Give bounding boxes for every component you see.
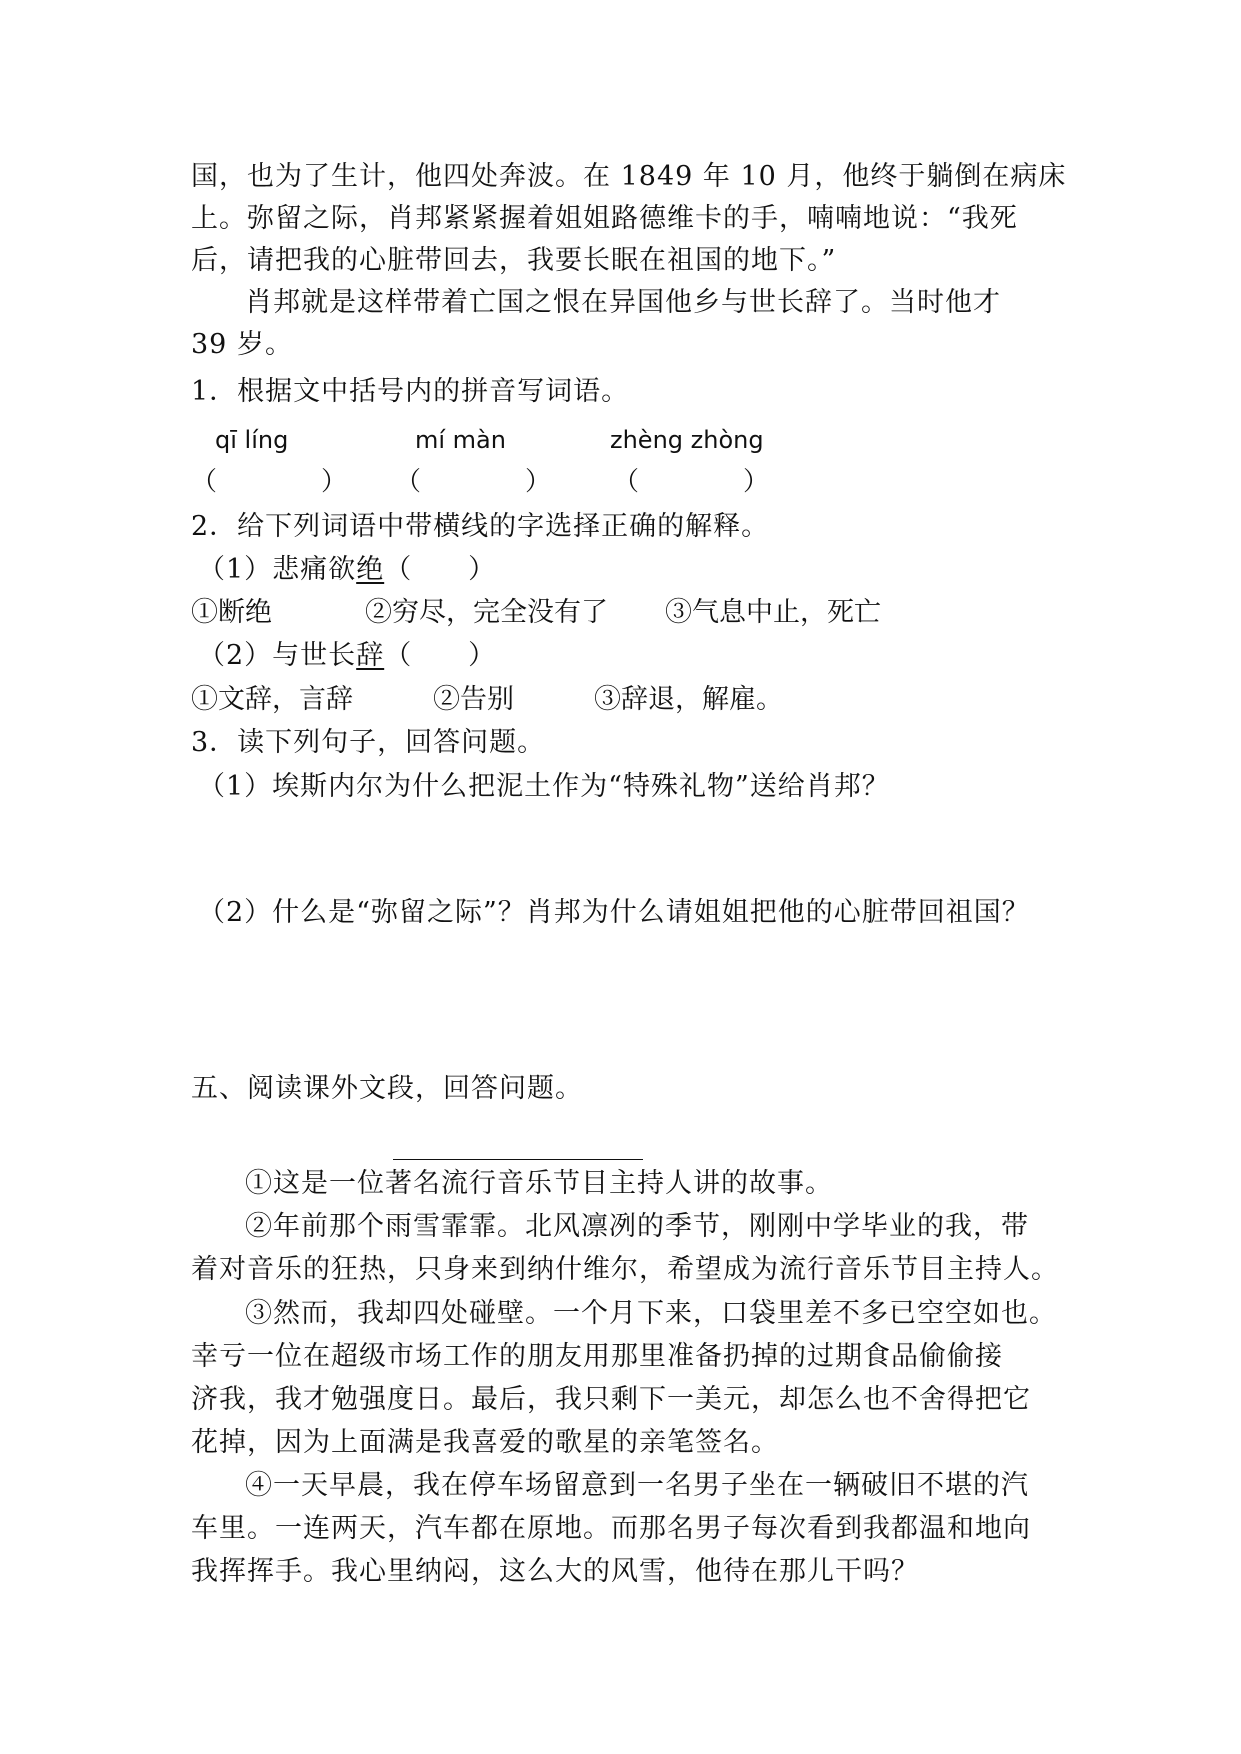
underlined-char: 绝 [356, 554, 385, 585]
option: ①文辞，言辞 [191, 684, 353, 715]
passage-line: 39 岁。 [191, 329, 293, 360]
option: ②告别 [433, 684, 514, 715]
paragraph-line: ②年前那个雨雪霏霏。北风凛冽的季节，刚刚中学毕业的我，带 [245, 1211, 1029, 1242]
passage-line: 肖邦就是这样带着亡国之恨在异国他乡与世长辞了。当时他才 [245, 287, 1001, 318]
paragraph-line: 着对音乐的狂热，只身来到纳什维尔，希望成为流行音乐节目主持人。 [191, 1254, 1059, 1285]
passage-line: 后，请把我的心脏带回去，我要长眠在祖国的地下。” [191, 245, 837, 276]
answer-blank-1[interactable]: （ ） [191, 467, 348, 497]
question-3-item-2: （2）什么是“弥留之际”？肖邦为什么请姐姐把他的心脏带回祖国？ [198, 897, 1030, 928]
question-3-item-1: （1）埃斯内尔为什么把泥土作为“特殊礼物”送给肖邦？ [198, 771, 890, 802]
option: ③辞退，解雇。 [594, 684, 783, 715]
item-text: （2）与世长 [198, 640, 357, 671]
underlined-char: 辞 [356, 640, 385, 671]
question-3-label: 3．读下列句子，回答问题。 [191, 727, 546, 758]
question-2-item-1 [198, 550, 496, 590]
paragraph-line: 我挥挥手。我心里纳闷，这么大的风雪，他待在那儿干吗？ [191, 1556, 919, 1587]
pinyin-3: zhèng zhòng [610, 426, 764, 454]
paragraph-line: ③然而，我却四处碰壁。一个月下来，口袋里差不多已空空如也。 [245, 1298, 1057, 1329]
option: ②穷尽，完全没有了 [365, 597, 608, 628]
question-2-item-2 [198, 636, 496, 676]
answer-blank-2[interactable]: （ ） [395, 467, 552, 497]
pinyin-2: mí màn [415, 426, 506, 454]
passage-line: 国，也为了生计，他四处奔波。在 1849 年 10 月，他终于躺倒在病床 [191, 161, 1067, 192]
question-1-label: 1．根据文中括号内的拼音写词语。 [191, 376, 630, 407]
section-heading: 五、阅读课外文段，回答问题。 [191, 1073, 583, 1104]
title-blank-line[interactable] [393, 1159, 643, 1160]
answer-blank[interactable]: （ ） [384, 640, 497, 671]
passage-line: 上。弥留之际，肖邦紧紧握着姐姐路德维卡的手，喃喃地说：“我死 [191, 203, 1018, 234]
question-2-label: 2．给下列词语中带横线的字选择正确的解释。 [191, 511, 770, 542]
paragraph-line: 济我，我才勉强度日。最后，我只剩下一美元，却怎么也不舍得把它 [191, 1384, 1031, 1415]
paragraph-line: ④一天早晨，我在停车场留意到一名男子坐在一辆破旧不堪的汽 [245, 1470, 1029, 1501]
paragraph-line: ①这是一位著名流行音乐节目主持人讲的故事。 [245, 1168, 833, 1199]
paragraph-line: 花掉，因为上面满是我喜爱的歌星的亲笔签名。 [191, 1427, 779, 1458]
answer-blank[interactable]: （ ） [384, 554, 497, 585]
item-text: （1）悲痛欲 [198, 554, 357, 585]
paragraph-line: 幸亏一位在超级市场工作的朋友用那里准备扔掉的过期食品偷偷接 [191, 1341, 1003, 1372]
answer-blank-3[interactable]: （ ） [613, 467, 770, 497]
option: ①断绝 [191, 597, 272, 628]
option: ③气息中止，死亡 [665, 597, 881, 628]
paragraph-line: 车里。一连两天，汽车都在原地。而那名男子每次看到我都温和地向 [191, 1513, 1031, 1544]
pinyin-1: qī líng [215, 426, 289, 454]
